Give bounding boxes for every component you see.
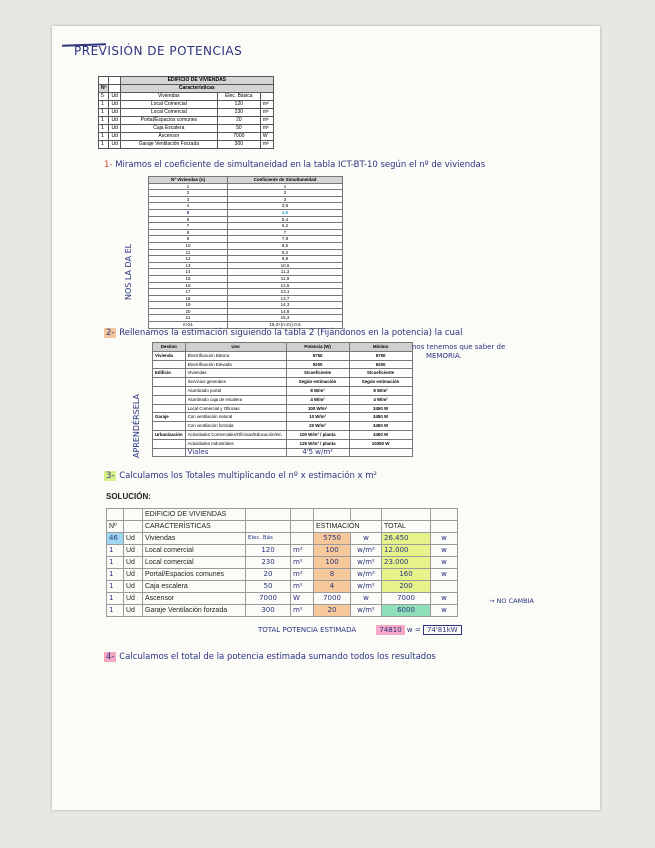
table-row: 1 Ud Local Comercial 230 m² [99,109,274,117]
table-row: 46 Ud Viviendas Elec. Bás 5750 w 26.450 w [107,533,458,545]
table-row: 1 Ud Local comercial 230 m² 100 w/m² 23.000 w [107,557,458,569]
table-row: 1 Ud Local Comercial 120 m² [99,101,274,109]
table-row: 5 Ud Viviendas Elec. Básica [99,93,274,101]
buildings-table [98,76,274,149]
step-3: 3- Calculamos los Totales multiplicando el nº x estimación x m² [106,471,377,481]
table-row: 1 Ud Garaje Ventilación forzada 300 m² 20 w/m² 6000 w [107,605,458,617]
estimation-table: Destino Uso Potencia (W) Mínimo Vivienda Electrificación Básica 5750 5750 Electrificación Elevada 9200 9200 Edificio Viviendas S/coeficiente S/coeficiente Servicios generales Según estimación Según estimación Alumbrado portal 8 W/m² 8 W/m² Alumbrado caja de escalera 4 W/m² 4 W/m² Local Comercial y Oficinas 100 W/m² 3450 W Garaje Con ventilación natural 10 W/m² 3450 W Con ventilación forzada 20 W/m² 3450 W Urbanización Actividades Comerciales/Oficinas/Educación/etc. 100 W/m² / planta 3450 W Actividades Industriales 125 W/m² / planta 10350 W Viales 4'5 w/m² [152,342,413,457]
table-row: 1 Ud Ascensor 7000 W 7000 w 7000 w [107,593,458,605]
table-row: 1 Ud Garaje Ventilación Forzada 300 m² [99,141,274,149]
page-title: PREVISIÓN DE POTENCIAS [74,44,243,58]
table-row: 1 Ud Caja Escalera 50 m² [99,125,274,133]
table-row: 1 Ud Local comercial 120 m² 100 w/m² 12.000 w [107,545,458,557]
side-note-1: NOS LA DA EL [124,243,133,300]
table-header: EDIFICIO DE VIVIENDAS [120,77,273,85]
table-row: 1 Ud Portal/Espacios comunes 20 m² [99,117,274,125]
side-note-2: APRENDÉRSELA [132,394,141,458]
col-car: Características [120,85,273,93]
total-row: TOTAL POTENCIA ESTIMADA 74810 w = 74'81kW [258,626,462,634]
solution-table: EDIFICIO DE VIVIENDAS Nº CARACTERÍSTICAS ESTIMACIÓN TOTAL 46 Ud Viviendas Elec. Bás 5750 w 26.450 w 1 Ud Local comercial 120 m² 100 w/m² 12.000 w 1 Ud Local comercial 230 m² 100 w/m² 23.000 w 1 Ud Portal/Espacios comunes 20 m² 8 w/m² 160 w 1 Ud Caja escalera 50 m² 4 w/m² 200 1 Ud Ascensor 7000 W 7000 w 7000 w 1 Ud Garaje Ventilación forzada 300 m² 20 w/m² 6000 w [106,508,458,617]
table-row: 1 Ud Portal/Espacios comunes 20 m² 8 w/m² 160 w [107,569,458,581]
col-n: Nº [99,85,109,93]
table-row: 1 Ud Caja escalera 50 m² 4 w/m² 200 [107,581,458,593]
simultaneity-table: Nº Viviendas (n) Coeficiente de Simultaneidad 1 1 2 2 3 3 4 3,8 5 4,6 6 5,4 7 6,2 8 7 9 7,8 10 8,5 11 9,2 12 9,9 13 10,6 14 11,3 15 11,9 16 12,5 17 13,1 18 13,7 19 14,3 20 14,8 21 15,3 n>21 15,3+(n-21)·0,5 [148,176,343,329]
solution-label: SOLUCIÓN: [106,492,151,501]
step-1: 1- Miramos el coeficiente de simultaneidad en la tabla ICT-BT-10 según el nº de viviendas [104,160,486,170]
step-2: 2- Rellenamos la estimación siguiendo la tabla 2 (Fijándonos en la potencia) la cual [106,328,463,338]
no-cambia-note: → NO CAMBIA [489,597,534,605]
table-row: 1 Ud Ascensor 7000 W [99,133,274,141]
memory-note: nos tenemos que saber de MEMORIA. [412,343,506,360]
step-4: 4- Calculamos el total de la potencia estimada sumando todos los resultados [106,652,436,662]
